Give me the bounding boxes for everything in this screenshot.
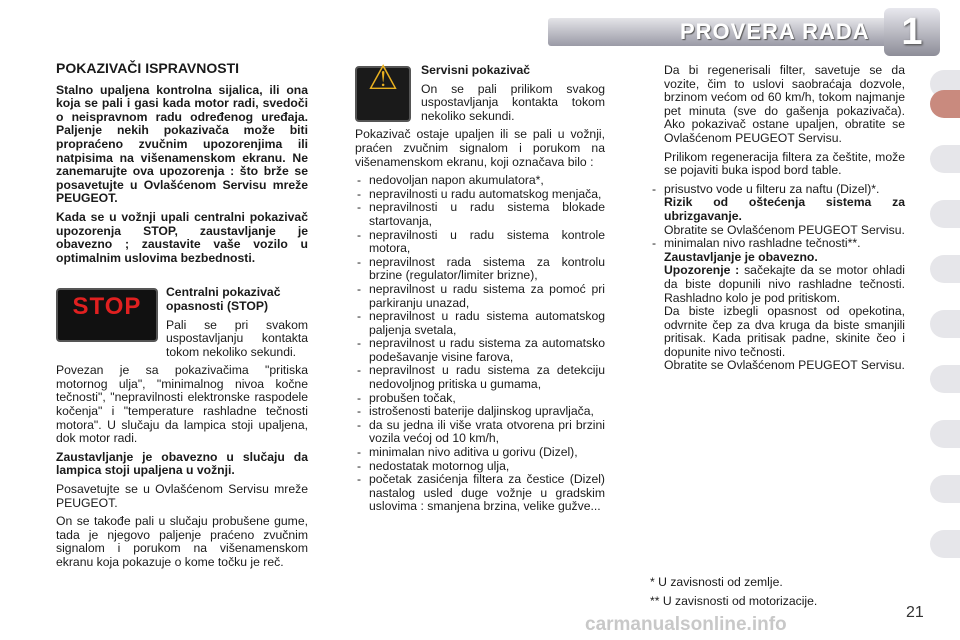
- list-item: - nepravilnosti u radu automatskog menjača,: [355, 188, 605, 202]
- page-number: 21: [906, 604, 924, 621]
- column-left: [56, 62, 308, 575]
- footnotes: [650, 573, 817, 611]
- stop-warning-icon: STOP: [56, 288, 158, 342]
- service-title: Servisni pokazivač: [421, 63, 531, 77]
- list-item: - minimalan nivo aditiva u gorivu (Dizel),: [355, 446, 605, 460]
- footnote-country: * U zavisnosti od zemlje.: [650, 575, 783, 589]
- list-item: - nepravilnost u radu sistema za detekciju nedovoljnog pritiska u gumama,: [355, 364, 605, 391]
- list-item: - nepravilnosti u radu sistema blokade startovanja,: [355, 201, 605, 228]
- column-right: [650, 64, 905, 373]
- chapter-tab[interactable]: [930, 420, 960, 448]
- list-item: - nedostatak motornog ulja,: [355, 460, 605, 474]
- fault-list: [355, 174, 605, 514]
- list-item: - nepravilnost u radu sistema za automatsko podešavanje visine farova,: [355, 337, 605, 364]
- list-item: - da su jedna ili više vrata otvorena pri brzini vozila većoj od 10 km/h,: [355, 419, 605, 446]
- chapter-number-badge: 1: [884, 8, 940, 56]
- page-header: [0, 0, 960, 62]
- column-middle: [355, 59, 605, 514]
- section-heading: POKAZIVAČI ISPRAVNOSTI: [56, 60, 240, 76]
- intro-paragraph: Stalno upaljena kontrolna sijalica, ili ona koja se pali i gasi kada motor radi, svedoči o neispravnom radu određenog uređaja. Paljenje nekih pokazivača može biti propraćeno zvučnim upozorenjima ili natpisima na višenamenskom ekranu. Ne zanemarujte ova upozorenja : što brže se posavetujte u Ovlašćenom Servisu mreže PEUGEOT.: [56, 82, 308, 206]
- service-paragraph-2: Pokazivač ostaje upaljen ili se pali u vožnji, praćen zvučnim signalom i porukom na višenamenskom ekranu, koji označava bilo :: [355, 127, 605, 169]
- chapter-tab[interactable]: [930, 365, 960, 393]
- fault-list-continued: [650, 183, 905, 373]
- chapter-title: PROVERA RADA: [680, 19, 870, 44]
- service-warning-icon: ⚠: [355, 66, 411, 122]
- stop-paragraph-4: Posavetujte se u Ovlašćenom Servisu mreže PEUGEOT.: [56, 482, 308, 510]
- chapter-tab-active[interactable]: [930, 90, 960, 118]
- list-item: - nedovoljan napon akumulatora*,: [355, 174, 605, 188]
- stop-paragraph-5: On se takođe pali u slučaju probušene gume, tada je njegovo paljenje praćeno zvučnim signalom i porukom na višenamenskom ekranu koja pokazuje o kome točku je reč.: [56, 514, 308, 569]
- watermark: carmanualsonline.info: [585, 614, 787, 635]
- list-item: - probušen točak,: [355, 392, 605, 406]
- chapter-tab[interactable]: [930, 145, 960, 173]
- list-item: - nepravilnosti u radu sistema kontrole motora,: [355, 229, 605, 256]
- stop-title: Centralni pokazivač opasnosti (STOP): [166, 285, 281, 313]
- stop-paragraph-1: Pali se pri svakom uspostavljanju kontakta tokom nekoliko sekundi.: [166, 317, 308, 359]
- footnote-engine: ** U zavisnosti od motorizacije.: [650, 594, 818, 608]
- regeneration-noise-paragraph: Prilikom regeneracija filtera za češtite, može se pojaviti buka ispod bord table.: [664, 149, 905, 178]
- list-item: - nepravilnost rada sistema za kontrolu brzine (regulator/limiter brizne),: [355, 256, 605, 283]
- list-item: - nepravilnost u radu sistema automatskog paljenja svetala,: [355, 310, 605, 337]
- chapter-tab[interactable]: [930, 475, 960, 503]
- list-item: - početak zasićenja filtera za čestice (Dizel) nastalog usled duge vožnje u gradskim uslovima : smanjena brzina, velike gužve...: [355, 473, 605, 514]
- list-item: - minimalan nivo rashladne tečnosti**. Zaustavljanje je obavezno. Upozorenje : sačekajte da se motor ohladi da biste dopunili nivo rashladne tečnosti. Rashladno kolo je pod pritiskom. Da biste izbegli opasnost od opekotina, odvrnite čep za dva kruga da biste smanjili pritisak. Kada pritisak padne, skinite čeo i dopunite nivo tečnosti. Obratite se Ovlašćenom PEUGEOT Servisu.: [650, 237, 905, 373]
- regeneration-paragraph: Da bi regenerisali filter, savetuje se da vozite, čim to uslovi saobraćaja dozvole, brzinom većom od 60 km/h, tokom najmanje pet minuta (sve do gašenja pokazivača). Ako pokazivač ostane upaljen, obratite se Ovlašćenom PEUGEOT Servisu.: [664, 63, 905, 145]
- list-item: - prisustvo vode u filteru za naftu (Dizel)*. Rizik od oštećenja sistema za ubrizgavanje. Obratite se Ovlašćenom PEUGEOT Servisu.: [650, 183, 905, 237]
- chapter-tab[interactable]: [930, 310, 960, 338]
- chapter-tab[interactable]: [930, 255, 960, 283]
- chapter-tabs: [930, 70, 960, 590]
- service-paragraph-1: On se pali prilikom svakog uspostavljanja kontakta tokom nekoliko sekundi.: [421, 81, 605, 123]
- chapter-tab[interactable]: [930, 200, 960, 228]
- list-item: - nepravilnost u radu sistema za pomoć pri parkiranju unazad,: [355, 283, 605, 310]
- stop-paragraph-2: Povezan je sa pokazivačima "pritiska motornog ulja", "minimalnog nivoa kočne tečnosti", "nepravilnosti elektronske raspodele kočenja" i "temperature rashladne tečnosti motora". U slučaju da lampica stoji upaljena, dok motor radi.: [56, 363, 308, 446]
- stop-intro-paragraph: Kada se u vožnji upali centralni pokazivač upozorenja STOP, zaustavljanje je obavezno ; zaustavite vaše vozilo u optimalnim uslovima bezbednosti.: [56, 209, 308, 265]
- list-item: - istrošenosti baterije daljinskog upravljača,: [355, 405, 605, 419]
- chapter-tab[interactable]: [930, 530, 960, 558]
- stop-paragraph-3: Zaustavljanje je obavezno u slučaju da lampica stoji upaljena u vožnji.: [56, 449, 308, 478]
